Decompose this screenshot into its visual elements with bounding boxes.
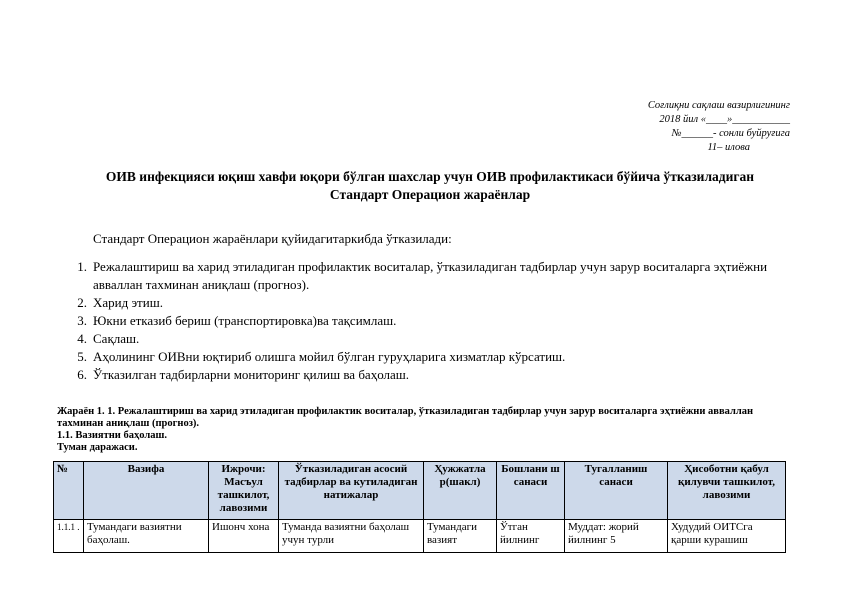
- document-title: [40, 168, 820, 204]
- approval-line-ministry: Соғлиқни сақлаш вазирлигининг: [647, 100, 790, 111]
- list-item-text: Харид этиш.: [93, 295, 163, 310]
- table-cell: Худудий ОИТСга қарши курашиш: [668, 520, 786, 553]
- list-item-text: Ўтказилган тадбирларни мониторинг қилиш ва баҳолаш.: [93, 367, 410, 382]
- table-cell: Тумандаги вазият: [424, 520, 497, 553]
- list-item: [58, 312, 778, 330]
- section-heading: [57, 406, 787, 454]
- column-header-activities: Ўтказиладиган асосий тадбирлар ва кутиладиган натижалар: [279, 462, 424, 520]
- list-item-text: Аҳолининг ОИВни юқтириб олишга мойил бўлган гуруҳларига хизматлар кўрсатиш.: [93, 349, 566, 364]
- list-item-text: Режалаштириш ва харид этиладиган профилактик воситалар, ўтказиладиган тадбирлар учун зарур воситаларга эҳтиёжни авваллан тахминан аниқлаш (прогноз).: [93, 259, 768, 292]
- table-cell: 1.1.1 .: [54, 520, 84, 553]
- list-item-number: 3.: [77, 313, 87, 328]
- list-item-text: Юкни етказиб бериш (транспортировка)ва тақсимлаш.: [93, 313, 397, 328]
- list-item-number: 1.: [77, 259, 87, 274]
- column-header-start-date: Бошлани ш санаси: [497, 462, 565, 520]
- list-item-number: 6.: [77, 367, 87, 382]
- plan-table: [53, 461, 786, 553]
- list-item-number: 2.: [77, 295, 87, 310]
- column-header-report-recipient: Ҳисоботни қабул қилувчи ташкилот, лавозими: [668, 462, 786, 520]
- list-item: [58, 258, 778, 294]
- table-cell: Ишонч хона: [209, 520, 279, 553]
- subsection-heading: 1.1. Вазиятни баҳолаш.: [57, 430, 167, 441]
- approval-stamp: [590, 99, 790, 155]
- table-row: [54, 520, 786, 553]
- list-item-text: Сақлаш.: [93, 331, 140, 346]
- column-header-number: №: [54, 462, 84, 520]
- title-line-1: ОИВ инфекцияси юқиш хавфи юқори бўлган шахслар учун ОИВ профилактикаси бўйича ўтказиладиган: [105, 169, 755, 184]
- list-item: [58, 348, 778, 366]
- column-header-documents: Ҳужжатла р(шакл): [424, 462, 497, 520]
- list-item: [58, 366, 778, 384]
- approval-line-appendix: 11– илова: [707, 142, 750, 153]
- list-item: [58, 294, 778, 312]
- level-heading: Туман даражаси.: [57, 442, 138, 453]
- intro-text: Стандарт Операцион жараёнлари қуйидагитаркибда ўтказилади:: [93, 231, 452, 246]
- list-item: [58, 330, 778, 348]
- list-item-number: 5.: [77, 349, 87, 364]
- approval-line-order: №______- сонли буйруғига: [671, 128, 790, 139]
- table-cell: Тумандаги вазиятни баҳолаш.: [84, 520, 209, 553]
- table-cell: Муддат: жорий йилнинг 5: [565, 520, 668, 553]
- column-header-end-date: Тугалланиш санаси: [565, 462, 668, 520]
- column-header-executor: Ижрочи: Масъул ташкилот, лавозими: [209, 462, 279, 520]
- approval-line-date: 2018 йил «____»___________: [659, 114, 790, 125]
- column-header-task: Вазифа: [84, 462, 209, 520]
- steps-list: [58, 258, 778, 384]
- table-cell: Ўтган йилнинг: [497, 520, 565, 553]
- process-heading: Жараён 1. 1. Режалаштириш ва харид этиладиган профилактик воситалар, ўтказиладиган тадбирлар учун зарур воситаларга эҳтиёжни авваллан тахминан аниқлаш (прогноз).: [57, 406, 754, 429]
- list-item-number: 4.: [77, 331, 87, 346]
- table-header-row: [54, 462, 786, 520]
- title-line-2: Стандарт Операцион жараёнлар: [329, 187, 531, 202]
- table-cell: Туманда вазиятни баҳолаш учун турли: [279, 520, 424, 553]
